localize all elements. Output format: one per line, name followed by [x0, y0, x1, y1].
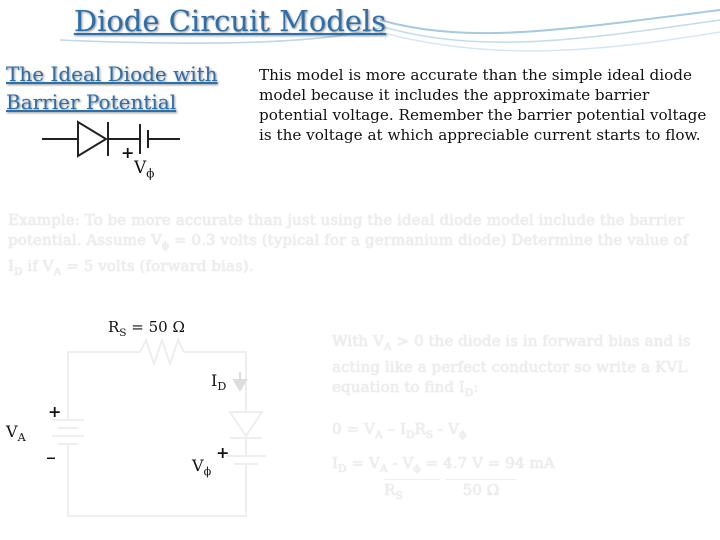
page-title: Diode Circuit Models [73, 4, 387, 38]
resistor-label: $R_S = 50$ Ω [108, 318, 185, 339]
example-line-2: potential. Assume $V_\phi = 0.3$ volts (typical for a germanium diode) Determine the value of [8, 231, 689, 253]
example-line-3: $I_D$ if $V_A = 5$ volts (forward bias). [8, 257, 254, 279]
section-subtitle: The Ideal Diode with Barrier Potential [6, 62, 218, 114]
solution-line-2: acting like a perfect conductor so write a KVL [332, 358, 688, 377]
circuit-barrier-plus-sign: + [216, 443, 230, 462]
current-label: $I_D$ [211, 371, 227, 394]
solution-line-1: With $V_A > 0$ the diode is in forward bias and is [332, 332, 691, 354]
solution-line-3: equation to find $I_D$: [332, 378, 479, 400]
kvl-equation: $0 = V_A - I_DR_S - V_\phi$ [332, 420, 467, 442]
barrier-voltage-label: $V_\phi$ [134, 158, 155, 181]
resistor-symbol [140, 340, 184, 364]
current-equation-denominator: $R_S$ 50 Ω [332, 479, 712, 506]
source-minus-sign: _ [47, 440, 55, 459]
current-equation: $I_D = V_A - V_\phi = 4.7$ V = 94 mA [332, 454, 555, 476]
diode-symbol [230, 412, 262, 436]
model-description: This model is more accurate than the simple ideal diode model because it includes the approximate barrier potential voltage. Remember the barrier potential voltage is the voltage at which appreciable current starts to flow. [259, 66, 707, 144]
solution-text [332, 331, 712, 506]
circuit-barrier-label: $V_\phi$ [192, 456, 212, 479]
current-arrow [234, 372, 246, 390]
source-voltage-label: $V_A$ [6, 422, 26, 445]
example-line-1: Example: To be more accurate than just using the ideal diode model include the barrier [8, 211, 684, 229]
barrier-plus-sign: + [121, 143, 135, 162]
source-plus-sign: + [48, 402, 62, 421]
